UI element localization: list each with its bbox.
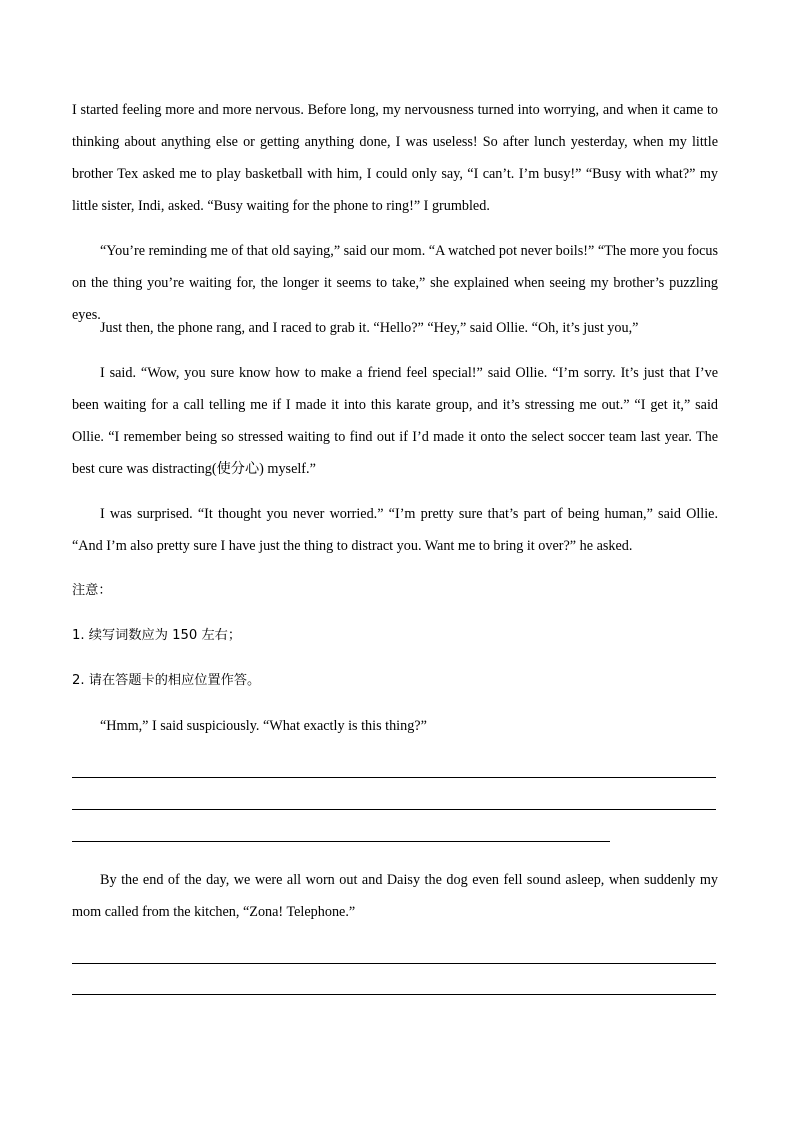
notes-item-2: 2. 请在答题卡的相应位置作答。 <box>72 673 261 688</box>
answer-line <box>72 777 716 778</box>
passage-paragraph-2: “You’re reminding me of that old saying,” said our mom. “A watched pot never boils!” “The more you focus on the thing you’re waiting for, the longer it seems to take,” she explained when seeing my brother’s puzzling eyes. <box>72 243 718 323</box>
continuation-prompt-1: “Hmm,” I said suspiciously. “What exactly is this thing?” <box>100 718 427 734</box>
notes-heading: 注意： <box>72 583 112 598</box>
notes-item-1: 1. 续写词数应为 150 左右； <box>72 628 242 643</box>
answer-line <box>72 809 716 810</box>
continuation-prompt-2: By the end of the day, we were all worn out and Daisy the dog even fell sound asleep, when suddenly my mom called from the kitchen, “Zona! Telephone.” <box>72 872 718 920</box>
answer-line <box>72 841 610 842</box>
passage-paragraph-4: I said. “Wow, you sure know how to make a friend feel special!” said Ollie. “I’m sorry. It’s just that I’ve been waiting for a call telling me if I made it into this karate group, and it’s stressing me out.” “I get it,” said Ollie. “I remember being so stressed waiting to find out if I’d made it onto the select soccer team last year. The best cure was distracting(使分心) myself.” <box>72 365 718 477</box>
passage-paragraph-5: I was surprised. “It thought you never worried.” “I’m pretty sure that’s part of being human,” said Ollie. “And I’m also pretty sure I have just the thing to distract you. Want me to bring it over?” he asked. <box>72 506 718 554</box>
answer-line <box>72 963 716 964</box>
answer-line <box>72 994 716 995</box>
passage-paragraph-1: I started feeling more and more nervous. Before long, my nervousness turned into worrying, and when it came to thinking about anything else or getting anything done, I was useless! So after lunch yesterday, when my little brother Tex asked me to play basketball with him, I could only say, “I can’t. I’m busy!” “Busy with what?” my little sister, Indi, asked. “Busy waiting for the phone to ring!” I grumbled. <box>72 102 718 214</box>
passage-paragraph-3: Just then, the phone rang, and I raced to grab it. “Hello?” “Hey,” said Ollie. “Oh, it’s just you,” <box>100 320 639 336</box>
